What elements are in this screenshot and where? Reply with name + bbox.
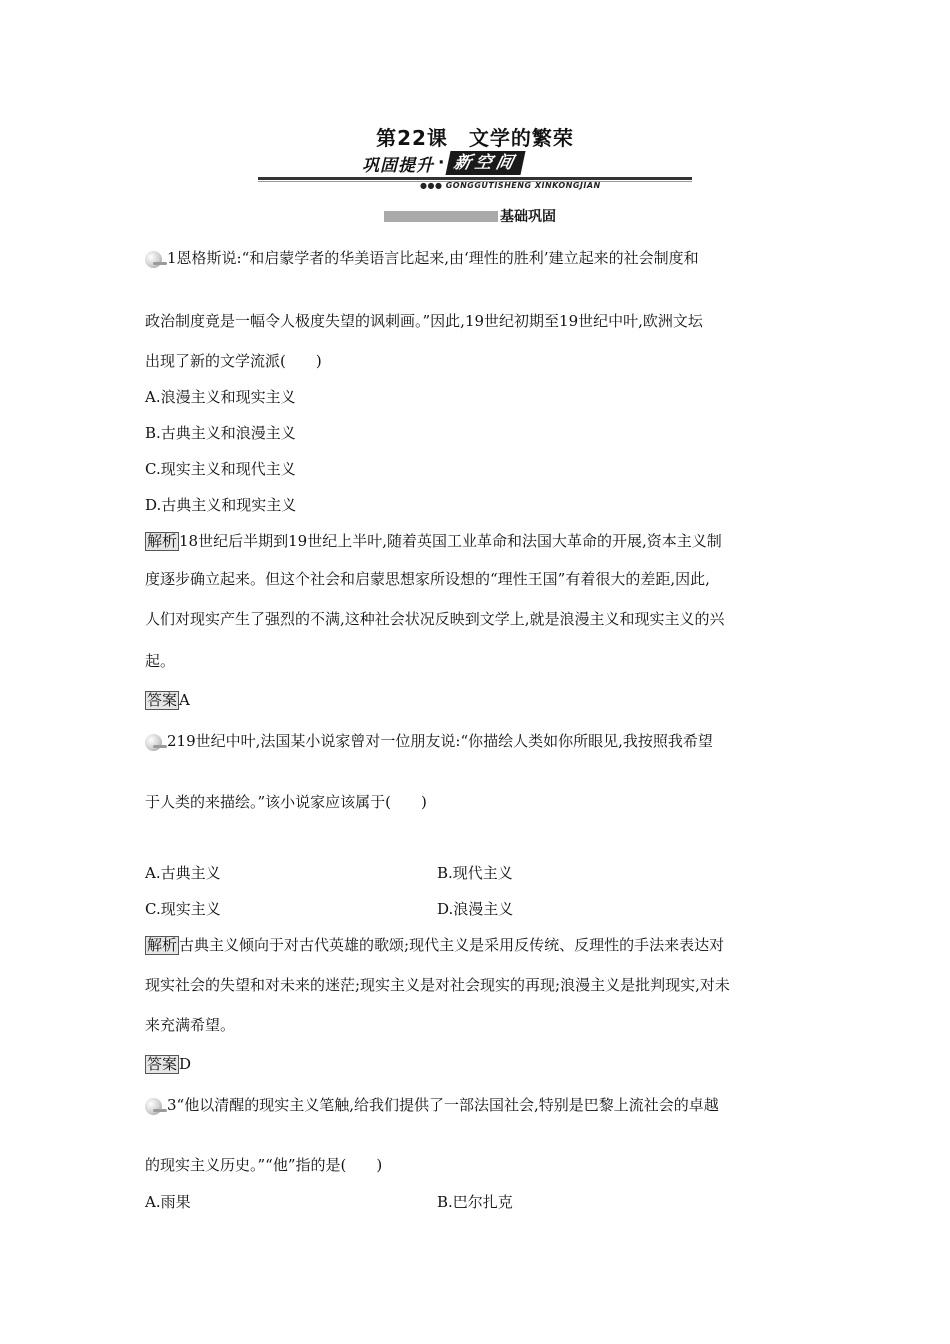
- section-header: [384, 206, 556, 226]
- answer-tag: 答案: [147, 691, 178, 709]
- answer-tag: 答案: [147, 1055, 178, 1073]
- q2-analysis-line2: 现实社会的失望和对未来的迷茫;现实主义是对社会现实的再现;浪漫主义是批判现实,对未: [145, 976, 730, 994]
- banner-right-text: 新空间: [446, 151, 526, 175]
- q1-stem-line1: [145, 248, 699, 268]
- q2-number: 2: [167, 732, 177, 750]
- banner-dot: ·: [438, 153, 445, 173]
- q1-stem-line2: 政治制度竟是一幅令人极度失望的讽刺画。”因此,19世纪初期至19世纪中叶,欧洲文坛: [145, 312, 703, 330]
- q2-option-b: B.现代主义: [437, 864, 513, 882]
- q1-option-c: C.现实主义和现代主义: [145, 460, 296, 478]
- question-icon: [145, 250, 165, 268]
- question-icon: [145, 1097, 165, 1115]
- q2-options-row1: [145, 863, 513, 883]
- q3-option-a: A.雨果: [145, 1193, 191, 1211]
- q2-analysis-line3: 来充满希望。: [145, 1016, 236, 1034]
- q2-option-a: A.古典主义: [145, 864, 221, 882]
- q1-answer: [145, 690, 190, 710]
- q2-answer-value: D: [179, 1055, 192, 1073]
- q1-stem-text1: 恩格斯说:“和启蒙学者的华美语言比起来,由‘理性的胜利’建立起来的社会制度和: [176, 249, 699, 267]
- q1-analysis-text1: 18世纪后半期到19世纪上半叶,随着英国工业革命和法国大革命的开展,资本主义制: [179, 532, 722, 550]
- q2-stem-line2: 于人类的来描绘。”该小说家应该属于( ): [145, 793, 427, 811]
- q1-option-d: D.古典主义和现实主义: [145, 496, 297, 514]
- banner-rule: [258, 177, 692, 180]
- section-label: 基础巩固: [500, 209, 556, 225]
- q2-options-row2: [145, 899, 514, 919]
- q2-analysis-line1: [145, 935, 724, 955]
- analysis-tag: 解析: [147, 532, 178, 550]
- q2-option-d: D.浪漫主义: [437, 900, 514, 918]
- q3-stem-line2: 的现实主义历史。”“他”指的是( ): [145, 1156, 383, 1174]
- q2-option-c: C.现实主义: [145, 900, 221, 918]
- q3-number: 3: [167, 1096, 177, 1114]
- section-bar: [384, 211, 498, 222]
- q2-stem-line1: [145, 731, 713, 751]
- analysis-tag: 解析: [147, 936, 178, 954]
- q3-stem-line1: [145, 1095, 719, 1115]
- q1-analysis-line1: [145, 531, 722, 551]
- section-banner: [362, 150, 523, 176]
- question-icon: [145, 733, 165, 751]
- q2-answer: [145, 1054, 191, 1074]
- q3-stem-text1: “他以清醒的现实主义笔触,给我们提供了一部法国社会,特别是巴黎上流社会的卓越: [176, 1096, 719, 1114]
- q2-stem-text1: 19世纪中叶,法国某小说家曾对一位朋友说:“你描绘人类如你所眼见,我按照我希望: [176, 732, 713, 750]
- banner-pinyin: ●●● GONGGUTISHENG XINKONGJIAN: [420, 181, 601, 190]
- q3-option-b: B.巴尔扎克: [437, 1193, 513, 1211]
- q3-options-row1: [145, 1192, 513, 1212]
- q1-analysis-line4: 起。: [145, 652, 176, 670]
- q1-number: 1: [167, 249, 177, 267]
- q1-analysis-line3: 人们对现实产生了强烈的不满,这种社会状况反映到文学上,就是浪漫主义和现实主义的兴: [145, 610, 725, 628]
- q1-answer-value: A: [179, 691, 190, 709]
- q1-option-a: A.浪漫主义和现实主义: [145, 388, 296, 406]
- page-title: 第22课 文学的繁荣: [376, 126, 574, 150]
- banner-left-text: 巩固提升: [362, 155, 434, 176]
- q1-analysis-line2: 度逐步确立起来。但这个社会和启蒙思想家所设想的“理性王国”有着很大的差距,因此,: [145, 570, 710, 588]
- q1-stem-line3: 出现了新的文学流派( ): [145, 352, 322, 370]
- q1-option-b: B.古典主义和浪漫主义: [145, 424, 296, 442]
- q2-analysis-text1: 古典主义倾向于对古代英雄的歌颂;现代主义是采用反传统、反理性的手法来表达对: [179, 936, 725, 954]
